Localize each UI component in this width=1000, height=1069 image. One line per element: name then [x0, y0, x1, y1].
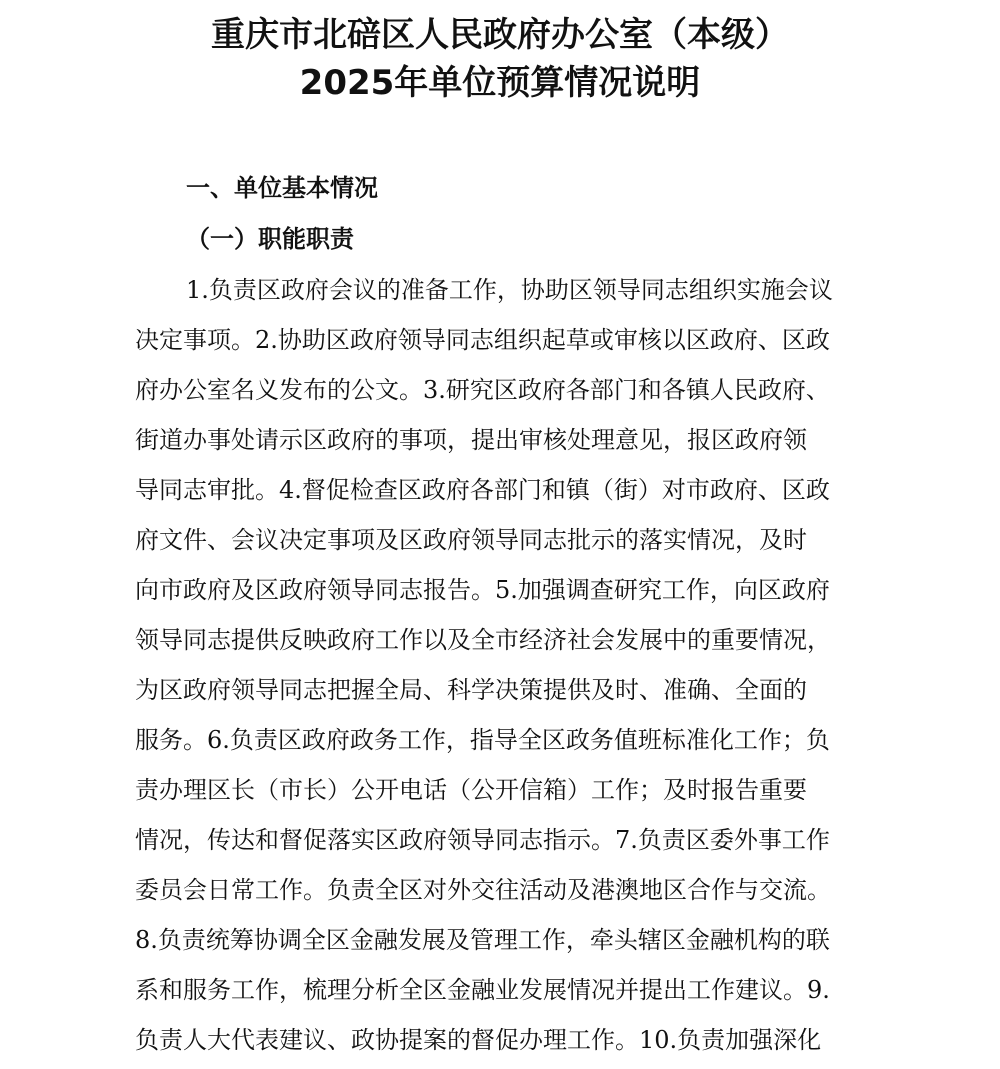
body-line: 责办理区长（市长）公开电话（公开信箱）工作；及时报告重要 [135, 776, 807, 804]
body-line: 街道办事处请示区政府的事项，提出审核处理意见，报区政府领 [135, 426, 807, 454]
body-line: 为区政府领导同志把握全局、科学决策提供及时、准确、全面的 [135, 676, 807, 704]
document-title-line-2: 2025年单位预算情况说明 [299, 63, 701, 103]
body-line: 系和服务工作，梳理分析全区金融业发展情况并提出工作建议。9. [135, 976, 830, 1004]
body-line: 情况，传达和督促落实区政府领导同志指示。7.负责区委外事工作 [135, 826, 830, 854]
body-line: 8.负责统筹协调全区金融发展及管理工作，牵头辖区金融机构的联 [135, 926, 830, 954]
document-title-line-1: 重庆市北碚区人民政府办公室（本级） [211, 15, 789, 55]
body-line: 导同志审批。4.督促检查区政府各部门和镇（街）对市政府、区政 [135, 476, 830, 504]
body-line: 领导同志提供反映政府工作以及全市经济社会发展中的重要情况， [135, 626, 831, 654]
body-line: 1.负责区政府会议的准备工作，协助区领导同志组织实施会议 [186, 276, 833, 304]
body-line: 府办公室名义发布的公文。3.研究区政府各部门和各镇人民政府、 [135, 376, 830, 404]
body-line: 负责人大代表建议、政协提案的督促办理工作。10.负责加强深化 [135, 1026, 822, 1054]
body-line: 服务。6.负责区政府政务工作，指导全区政务值班标准化工作；负 [135, 726, 830, 754]
section-heading: 一、单位基本情况 [186, 174, 378, 202]
body-line: 委员会日常工作。负责全区对外交往活动及港澳地区合作与交流。 [135, 876, 831, 904]
subsection-heading: （一）职能职责 [186, 224, 354, 253]
body-line: 向市政府及区政府领导同志报告。5.加强调查研究工作，向区政府 [135, 576, 830, 604]
body-line: 决定事项。2.协助区政府领导同志组织起草或审核以区政府、区政 [135, 326, 830, 354]
body-line: 府文件、会议决定事项及区政府领导同志批示的落实情况，及时 [135, 526, 807, 554]
